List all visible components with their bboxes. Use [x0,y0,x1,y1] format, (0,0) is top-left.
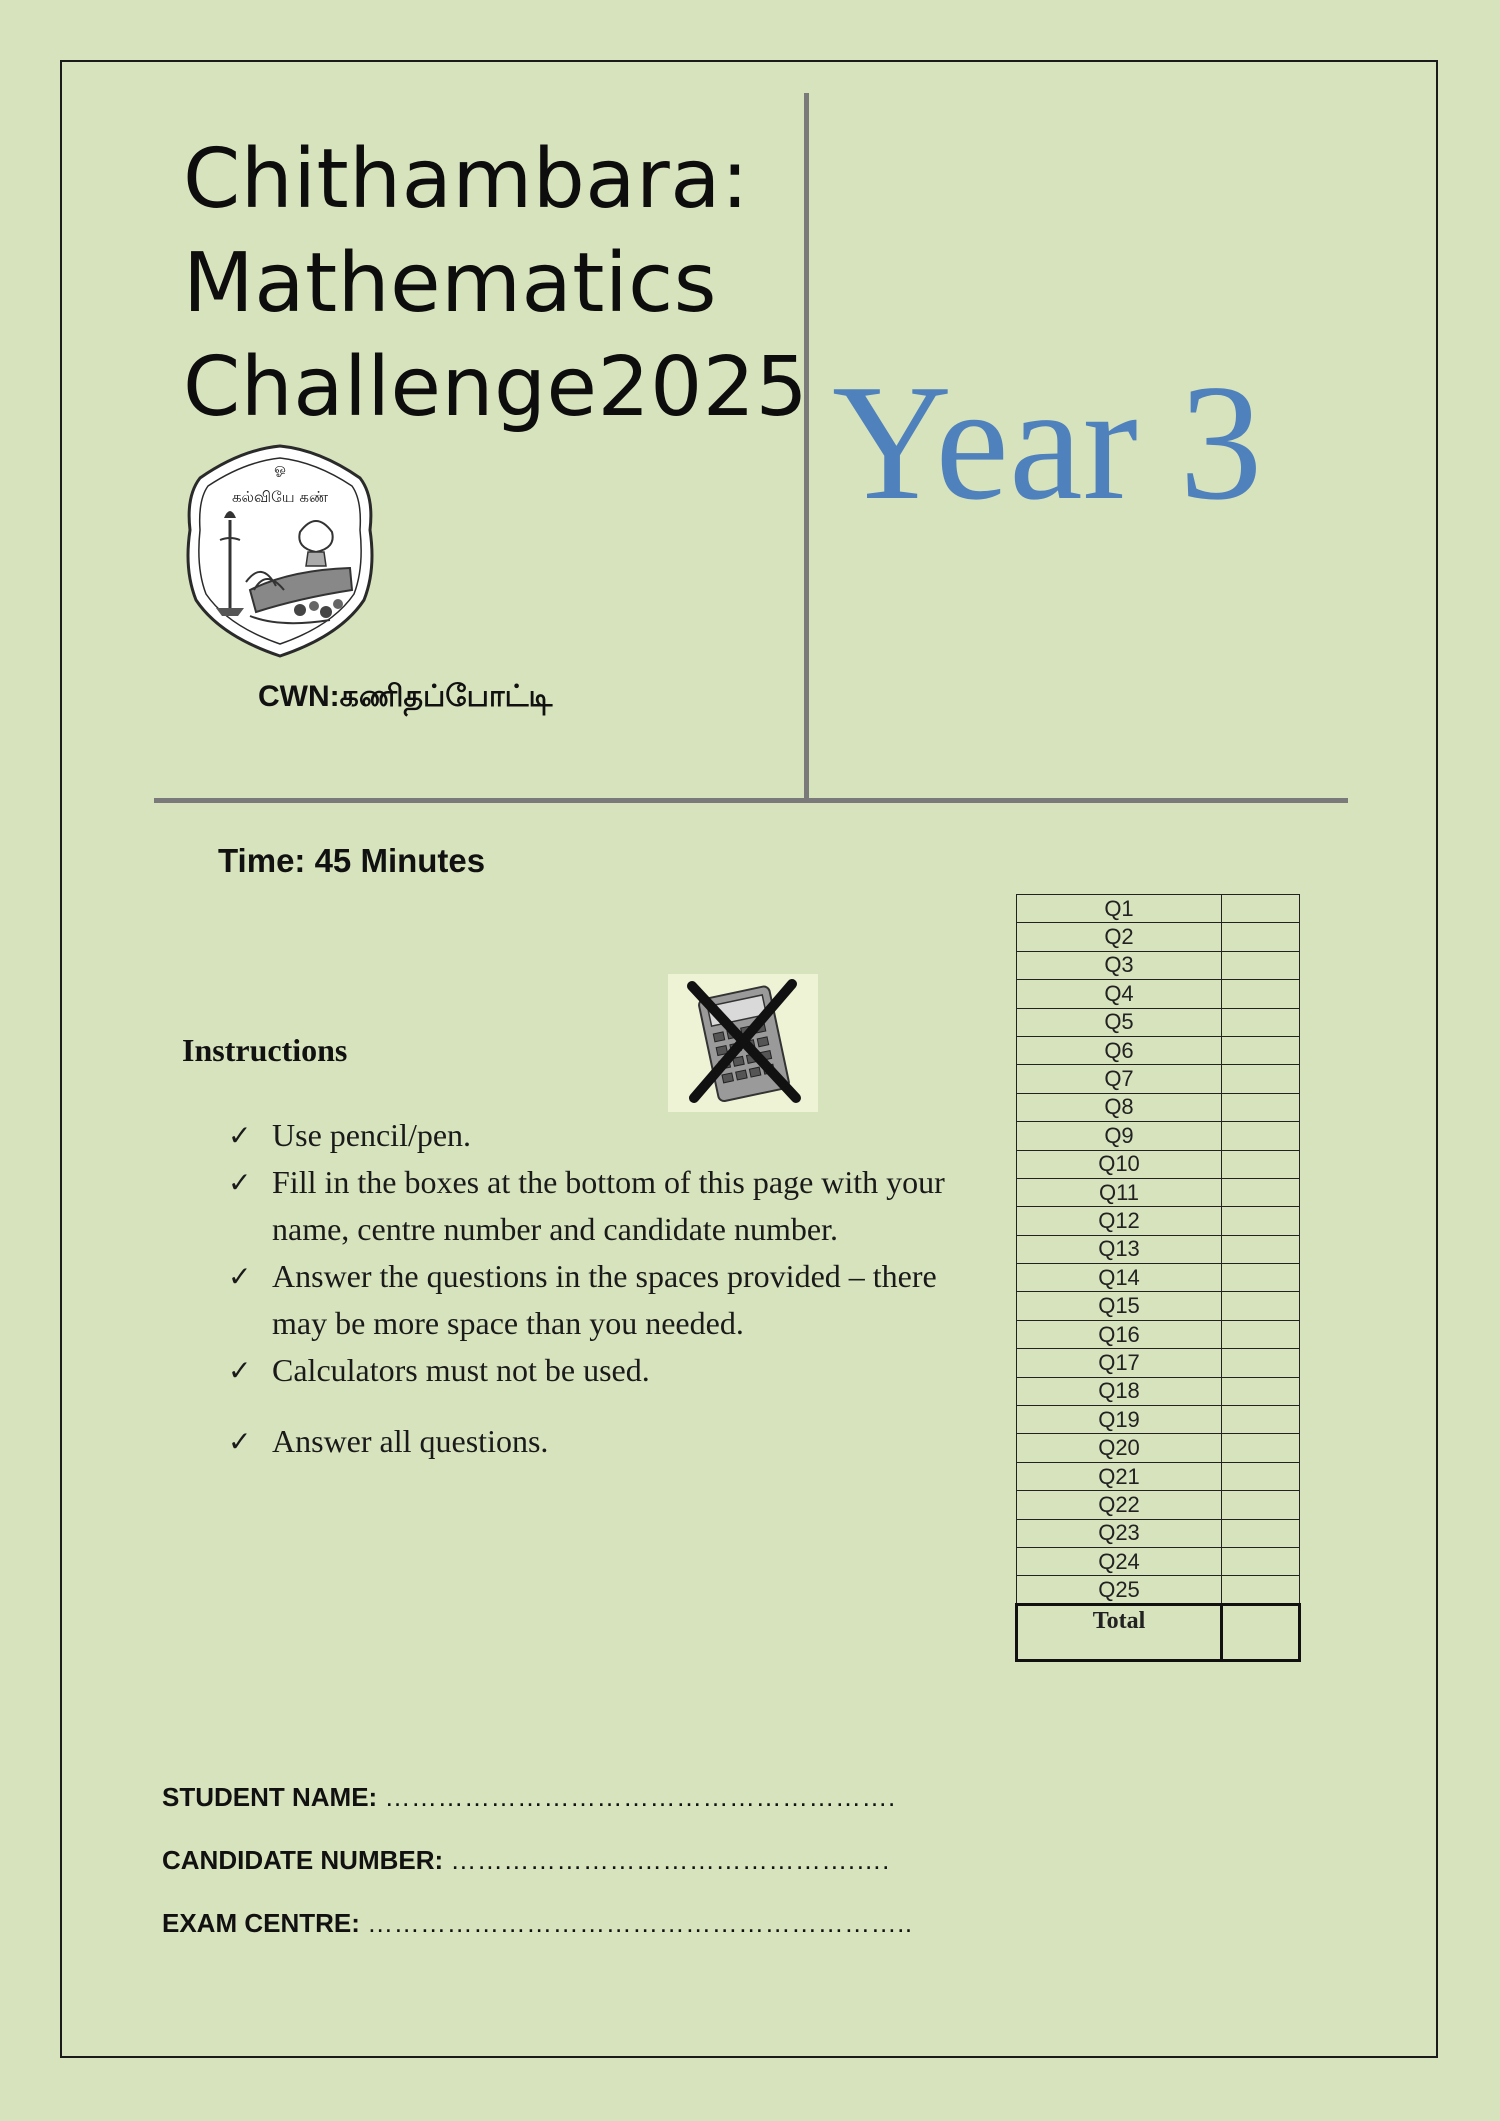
year-label: Year 3 [832,350,1263,534]
score-cell[interactable] [1222,980,1300,1008]
table-row [1017,1547,1300,1575]
score-cell[interactable] [1222,1519,1300,1547]
student-name-label: STUDENT NAME: [162,1782,378,1812]
score-cell[interactable] [1222,1065,1300,1093]
score-cell[interactable] [1222,1320,1300,1348]
question-label: Q8 [1017,1093,1222,1121]
question-label: Q25 [1017,1576,1222,1604]
score-cell[interactable] [1222,951,1300,979]
question-label: Q13 [1017,1235,1222,1263]
table-row [1017,1065,1300,1093]
no-calculator-icon [668,974,818,1112]
table-row [1017,1576,1300,1604]
total-label: Total [1017,1604,1222,1660]
list-item [228,1253,968,1347]
table-row [1017,1235,1300,1263]
table-row [1017,1349,1300,1377]
list-item [228,1112,968,1159]
instructions-heading: Instructions [182,1032,348,1068]
table-row [1017,1093,1300,1121]
title-line: Chithambara: [183,132,750,227]
question-label: Q1 [1017,895,1222,923]
score-cell[interactable] [1222,1491,1300,1519]
question-label: Q18 [1017,1377,1222,1405]
candidate-number-label: CANDIDATE NUMBER: [162,1845,444,1875]
score-cell[interactable] [1222,1434,1300,1462]
table-row [1017,1519,1300,1547]
table-row [1017,1491,1300,1519]
score-cell[interactable] [1222,1406,1300,1434]
table-row [1017,1207,1300,1235]
question-label: Q9 [1017,1122,1222,1150]
table-row [1017,1150,1300,1178]
list-item [228,1418,968,1465]
title-line: Mathematics [183,236,717,331]
question-label: Q11 [1017,1178,1222,1206]
score-table [1015,894,1301,1662]
score-cell[interactable] [1222,1008,1300,1036]
question-label: Q3 [1017,951,1222,979]
score-cell[interactable] [1222,1547,1300,1575]
time-allowed: Time: 45 Minutes [218,842,486,879]
student-name-field[interactable] [162,1782,896,1813]
question-label: Q5 [1017,1008,1222,1036]
score-cell[interactable] [1222,1349,1300,1377]
score-cell[interactable] [1222,1264,1300,1292]
score-cell[interactable] [1222,1377,1300,1405]
question-label: Q19 [1017,1406,1222,1434]
question-label: Q2 [1017,923,1222,951]
table-row [1017,1122,1300,1150]
table-row [1017,980,1300,1008]
question-label: Q17 [1017,1349,1222,1377]
table-row [1017,1008,1300,1036]
total-score-cell[interactable] [1222,1604,1300,1660]
instruction-text: Calculators must not be used. [272,1352,650,1388]
table-row [1017,1178,1300,1206]
score-cell[interactable] [1222,1093,1300,1121]
question-label: Q10 [1017,1150,1222,1178]
score-cell[interactable] [1222,1235,1300,1263]
question-label: Q24 [1017,1547,1222,1575]
score-cell[interactable] [1222,895,1300,923]
check-icon: ✓ [228,1119,252,1152]
score-cell[interactable] [1222,1462,1300,1490]
horizontal-divider [154,798,1348,803]
score-cell[interactable] [1222,1178,1300,1206]
candidate-number-field[interactable] [162,1845,890,1876]
title-line: Challenge2025 [183,340,809,435]
question-label: Q14 [1017,1264,1222,1292]
question-label: Q22 [1017,1491,1222,1519]
school-emblem-icon [180,440,380,662]
check-icon: ✓ [228,1260,252,1293]
check-icon: ✓ [228,1425,252,1458]
list-item [228,1347,968,1394]
score-cell[interactable] [1222,1150,1300,1178]
table-row [1017,1434,1300,1462]
question-label: Q20 [1017,1434,1222,1462]
exam-centre-label: EXAM CENTRE: [162,1908,360,1938]
score-cell[interactable] [1222,1122,1300,1150]
question-label: Q23 [1017,1519,1222,1547]
exam-centre-blank[interactable]: …………………………………………………….. [367,1908,913,1938]
table-row [1017,1406,1300,1434]
table-row [1017,1377,1300,1405]
question-label: Q21 [1017,1462,1222,1490]
instruction-text: Use pencil/pen. [272,1117,472,1153]
score-cell[interactable] [1222,1576,1300,1604]
question-label: Q12 [1017,1207,1222,1235]
table-row [1017,895,1300,923]
student-name-blank[interactable]: …………………………………………………. [384,1782,896,1812]
table-row [1017,1320,1300,1348]
instruction-text: Answer the questions in the spaces provided – there may be more space than you needed. [272,1258,937,1341]
instructions-list [228,1112,968,1465]
page-title [183,128,808,440]
table-row [1017,951,1300,979]
exam-centre-field[interactable] [162,1908,913,1939]
question-label: Q16 [1017,1320,1222,1348]
instruction-text: Fill in the boxes at the bottom of this page with your name, centre number and candidate number. [272,1164,945,1247]
list-item [228,1159,968,1253]
competition-subtitle: CWN:கணிதப்போட்டி [258,680,553,713]
instruction-text: Answer all questions. [272,1423,549,1459]
total-row [1017,1604,1300,1660]
candidate-number-blank[interactable]: ……………………………………….…. [450,1845,890,1875]
check-icon: ✓ [228,1354,252,1387]
table-row [1017,923,1300,951]
question-label: Q7 [1017,1065,1222,1093]
svg-text:ஓ: ஓ [274,461,286,477]
question-label: Q15 [1017,1292,1222,1320]
table-row [1017,1036,1300,1064]
question-label: Q6 [1017,1036,1222,1064]
score-cell[interactable] [1222,923,1300,951]
table-row [1017,1264,1300,1292]
score-cell[interactable] [1222,1207,1300,1235]
score-cell[interactable] [1222,1292,1300,1320]
svg-text:கல்வியே கண்: கல்வியே கண் [231,488,329,506]
question-label: Q4 [1017,980,1222,1008]
score-cell[interactable] [1222,1036,1300,1064]
check-icon: ✓ [228,1166,252,1199]
table-row [1017,1462,1300,1490]
table-row [1017,1292,1300,1320]
